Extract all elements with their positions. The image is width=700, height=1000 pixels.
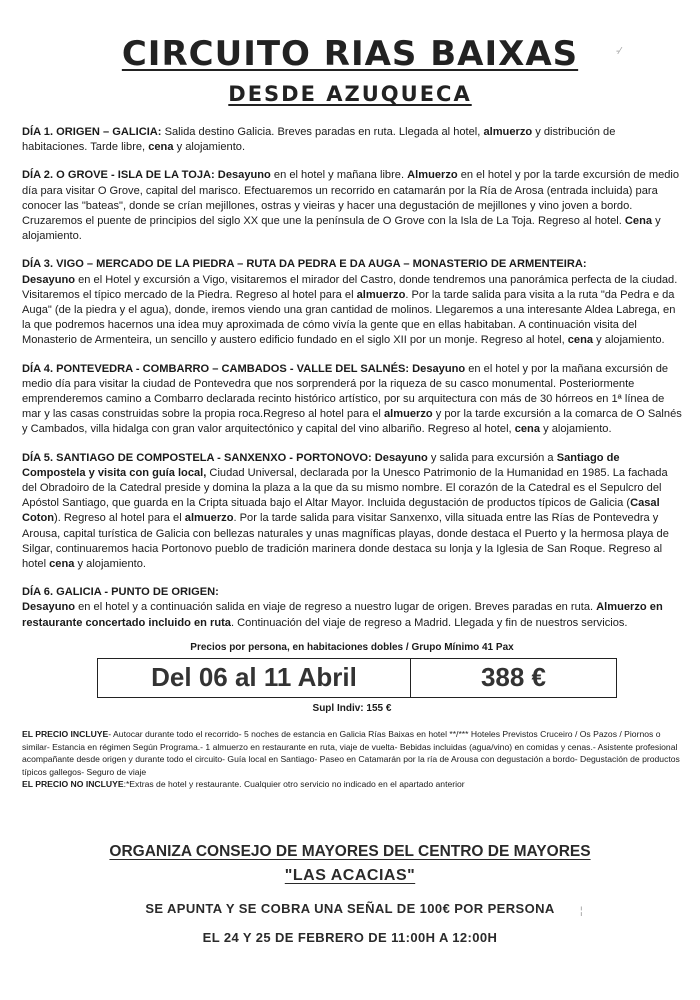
- day-text-segment: DÍA 2. O GROVE - ISLA DE LA TOJA: Desayuno: [22, 169, 271, 182]
- day-text-segment: Almuerzo: [407, 169, 458, 182]
- price-box: [97, 658, 617, 698]
- organizer-line: ORGANIZA CONSEJO DE MAYORES DEL CENTRO DE MAYORES: [109, 843, 591, 860]
- day-text-segment: y distribución de habitaciones. Tarde libre,: [22, 126, 616, 154]
- day-text-segment: . Por la tarde salida para visita a la ruta "da Pedra e da Auga" (de la piedra y el agua), donde, iremos viendo una gran cantidad de molinos. Llegaremos a una interesante Aldea Labrega, en la que podremos hacernos una idea muy aproximada de cómo vivía la gente que en ellas habitaban. A continuación visita del Monasterio de Armenteira, un sencillo y austero edificio fundado en el siglo XII por un monje. Regreso al hotel,: [22, 288, 676, 347]
- day-text-segment: y salida para excursión a: [427, 451, 557, 464]
- day-text-segment: en el hotel y mañana libre.: [270, 169, 408, 182]
- day-text-segment: Salida destino Galicia. Breves paradas en ruta. Llegada al hotel,: [161, 126, 484, 138]
- day-text-segment: y alojamiento.: [74, 558, 146, 571]
- day-text-segment: en el Hotel y excursión a Vigo, visitaremos el mirador del Castro, donde tendremos una panorámica perfecta de la ciudad. Visitaremos el típico mercado de la Piedra. Regreso al hotel para el: [22, 273, 678, 301]
- day-text-segment: y por la tarde excursión a la comarca de O Salnés y Cambados, villa hidalga con gran valor arquitectónico y capital del vino albariño. Regreso al hotel,: [22, 408, 682, 436]
- day-text-segment: Almuerzo en restaurante concertado incluido en ruta: [22, 601, 663, 629]
- itinerary-day-2: [22, 168, 682, 244]
- not-includes-text: :*Extras de hotel y restaurante. Cualquier otro servicio no indicado en el apartado anterior: [123, 778, 465, 789]
- day-text-segment: Santiago de Compostela y visita con guía local,: [22, 451, 620, 479]
- itinerary-days: [22, 125, 682, 631]
- document-subtitle: DESDE AZUQUECA: [228, 82, 472, 106]
- day-text-segment: y alojamiento.: [22, 215, 661, 243]
- day-text-segment: Cena: [624, 215, 653, 228]
- day-text-segment: cena: [567, 334, 594, 347]
- day-text-segment: cena: [49, 558, 75, 571]
- itinerary-day-4: [22, 362, 682, 438]
- day-text-segment: Casal Coton: [22, 497, 660, 525]
- prices-heading: Precios por persona, en habitaciones dobles / Grupo Mínimo 41 Pax: [190, 641, 514, 653]
- day-text-segment: en el hotel y a continuación salida en viaje de regreso a nuestro lugar de origen. Breves paradas en ruta.: [75, 601, 597, 614]
- itinerary-day-6: [22, 585, 682, 631]
- day-text-segment: . Por la tarde salida para visitar Sanxenxo, villa situada entre las Rías de Pontevedra y Arousa, capital turística de Galicia con bellezas naturales y unas magníficas playas, donde destaca el Puerto y la hermosa playa de Silgar, continuaremos hacia Portonovo pueblo de tradición marinera donde destaca su lonja y la Iglesia de San Roque. Regreso al hotel: [22, 512, 669, 571]
- day-text-segment: DÍA 3. VIGO – MERCADO DE LA PIEDRA – RUTA DA PEDRA E DA AUGA – MONASTERIO DE ARMENTEIRA:: [22, 258, 587, 271]
- document-title: CIRCUITO RIAS BAIXAS: [121, 34, 579, 74]
- day-text-segment: almuerzo: [184, 512, 234, 525]
- organizer-name: "LAS ACACIAS": [284, 867, 416, 884]
- day-text-segment: almuerzo: [383, 408, 433, 421]
- day-text-segment: almuerzo: [483, 126, 533, 138]
- day-text-segment: almuerzo: [356, 288, 406, 301]
- includes-label: EL PRECIO INCLUYE: [22, 729, 109, 740]
- day-text-segment: Desayuno: [22, 273, 76, 286]
- day-text-segment: DÍA 6. GALICIA - PUNTO DE ORIGEN:: [22, 586, 219, 599]
- scan-speck: -⁄: [616, 46, 621, 57]
- single-supplement: Supl Indiv: 155 €: [312, 703, 392, 715]
- itinerary-day-3: [22, 257, 682, 348]
- signup-dates: EL 24 Y 25 DE FEBRERO DE 11:00H A 12:00H: [202, 930, 498, 945]
- price-amount: 388 €: [480, 662, 547, 693]
- not-includes-label: EL PRECIO NO INCLUYE: [22, 778, 124, 789]
- itinerary-day-5: [22, 451, 682, 573]
- day-text-segment: . Continuación del viaje de regreso a Madrid. Llegada y fin de nuestros servicios.: [230, 616, 628, 629]
- day-text-segment: cena: [148, 141, 174, 154]
- day-text-segment: DÍA 1. ORIGEN – GALICIA:: [22, 126, 162, 138]
- day-text-segment: y alojamiento.: [593, 334, 665, 347]
- day-text-segment: ). Regreso al hotel para el: [54, 512, 185, 525]
- itinerary-day-1: [22, 125, 682, 155]
- deposit-line: SE APUNTA Y SE COBRA UNA SEÑAL DE 100€ POR PERSONA: [145, 901, 555, 916]
- day-text-segment: DÍA 5. SANTIAGO DE COMPOSTELA - SANXENXO - PORTONOVO: Desayuno: [22, 451, 428, 464]
- price-includes: [22, 728, 682, 790]
- day-text-segment: y alojamiento.: [540, 423, 612, 436]
- day-text-segment: cena: [514, 423, 541, 436]
- day-text-segment: Ciudad Universal, declarada por la Unesco Patrimonio de la Humanidad en 1985. La fachada del Obradoiro de la Catedral preside y domina la plaza a la que da su mismo nombre. El corazón de la Catedral es el Sepulcro del Apóstol Santiago, que guarda en la Cripta situada bajo el Altar Mayor. Incluida degustación de productos típicos de Galicia (: [22, 466, 668, 510]
- day-text-segment: y alojamiento.: [173, 141, 246, 154]
- price-dates: Del 06 al 11 Abril: [98, 659, 411, 697]
- day-text-segment: en el hotel y por la mañana excursión de medio día para visitar la ciudad de Pontevedra que nos sorprenderá por la riqueza de su casco monumental. Posteriormente emprenderemos camino a Combarro declarada recinto histórico artístico, por su arquitectura con más de 30 hórreos en 1ª línea de mar y las casas construidas sobre la propia roca.Regreso al hotel para el: [22, 362, 669, 421]
- day-text-segment: Desayuno: [22, 601, 76, 614]
- scan-speck: ¦: [580, 906, 583, 917]
- itinerary-content: [22, 125, 682, 790]
- includes-text: - Autocar durante todo el recorrido- 5 noches de estancia en Galicia Rías Baixas en hotel **/*** Hoteles Previstos Cruceiro / Os Pazos / Piornos o similar- Estancia en régimen Según Programa.- 1 almuerzo en restaurante en ruta, viaje de vuelta- Bebidas incluidas (agua/vino) en comidas y cenas.- Asistente profesional acompañante desde origen y durante todo el circuito- Guía local en Santiago- Paseo en Catamarán por la ría de Arousa con degustación a bordo- Degustación de productos típicos gallegos- Seguro de viaje: [22, 729, 680, 777]
- day-text-segment: DÍA 4. PONTEVEDRA - COMBARRO – CAMBADOS - VALLE DEL SALNÉS: Desayuno: [22, 362, 466, 375]
- day-text-segment: en el hotel y por la tarde excursión de medio día para visitar O Grove, capital del marisco. Efectuaremos un recorrido en catamarán por la Ría de Arosa (entrada incluida) para conocer las "bateas", donde se crían mejillones, ostras y vieiras y hacer una degustación de mejillones y vino joven a bordo. Cruzaremos el puente de principios del siglo XX que une la península de O Grove con la Isla de La Toja. Regreso al hotel.: [22, 169, 680, 228]
